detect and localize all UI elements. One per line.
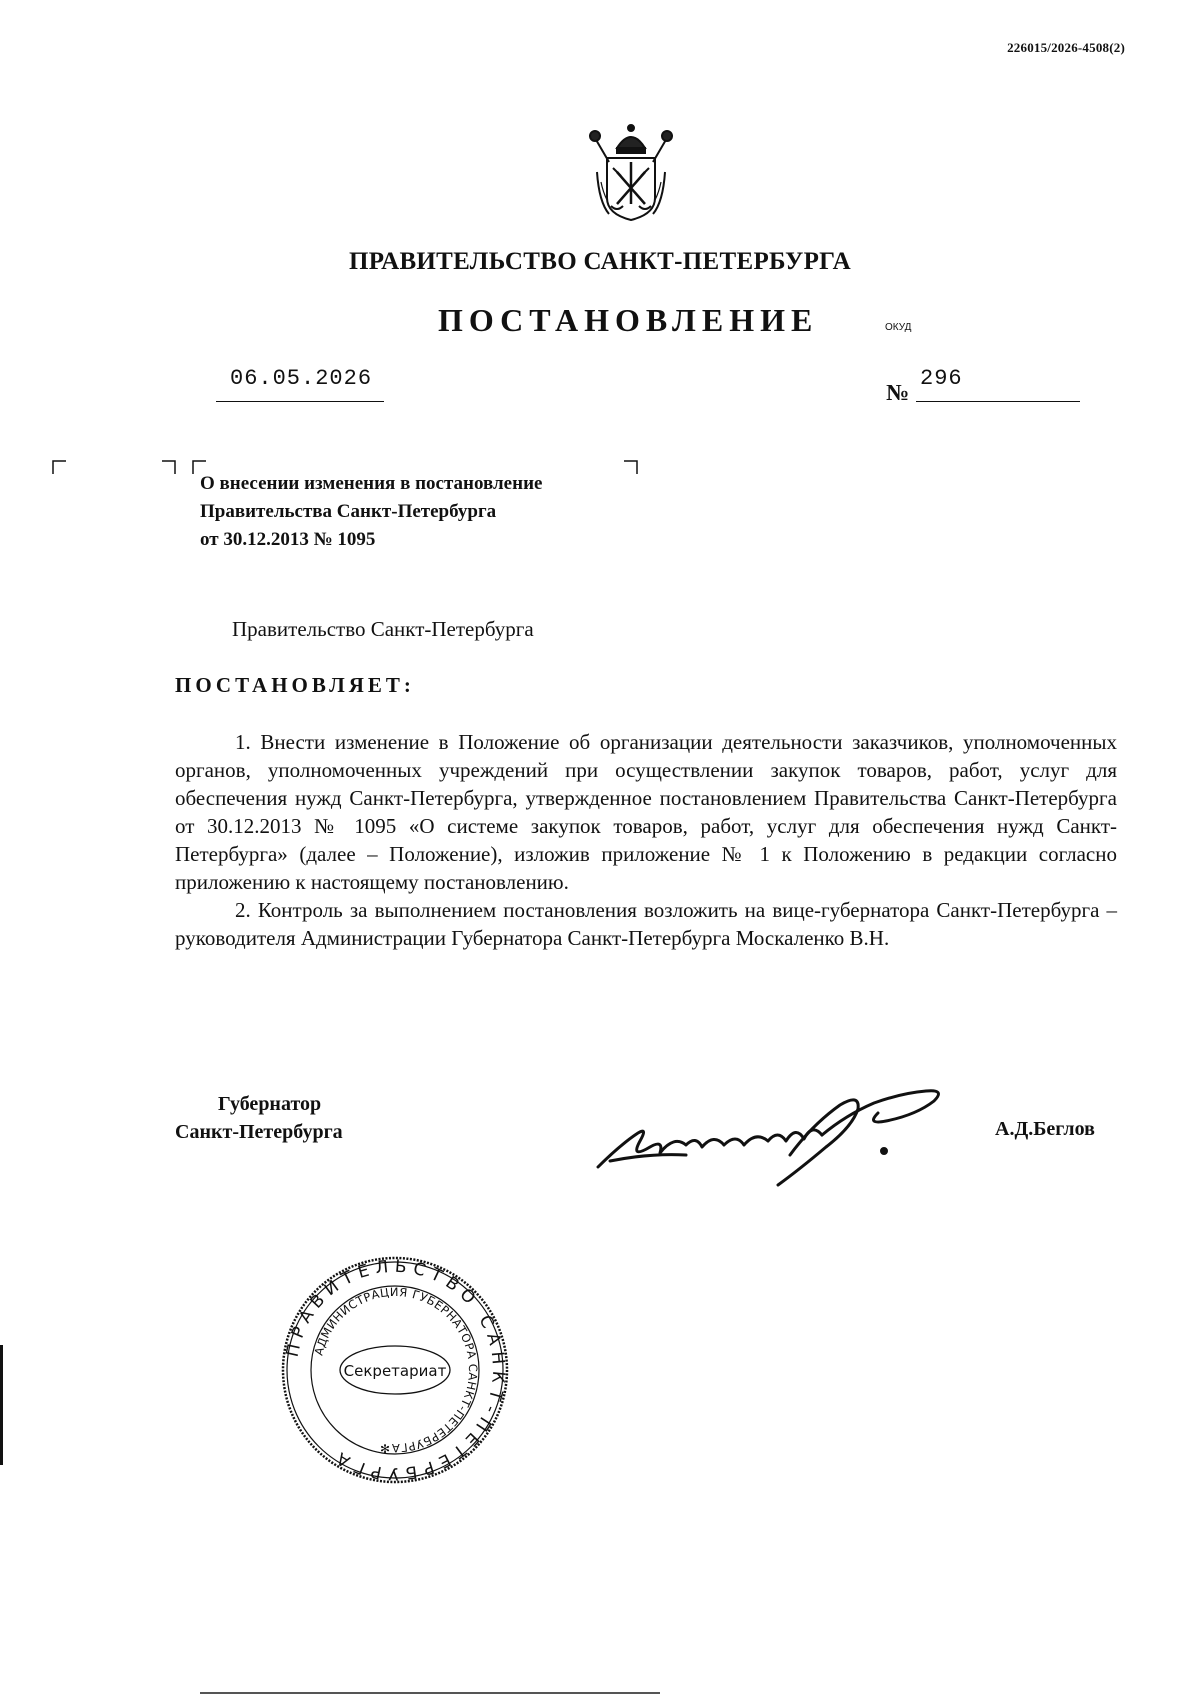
signatory-title-line: Санкт-Петербурга	[175, 1121, 343, 1143]
bottom-rule	[200, 1692, 660, 1694]
okud-label: ОКУД	[885, 322, 912, 333]
st-petersburg-coat-of-arms-icon	[587, 122, 675, 224]
document-number: 296	[920, 366, 963, 391]
document-date: 06.05.2026	[230, 366, 373, 391]
resolution-paragraph: 1. Внести изменение в Положение об организации деятельности заказчиков, уполномоченных органов, уполномоченных учреждений при осуществлении закупок товаров, работ, услуг для обеспечения нужд Санкт-Петербурга, утвержденное постановлением Правительства Санкт-Петербурга от 30.12.2013 № 1095 «О системе закупок товаров, работ, услуг для обеспечения нужд Санкт-Петербурга» (далее – Положение), изложив приложение № 1 к Положению в редакции согласно приложению к настоящему постановлению.	[175, 730, 1117, 894]
corner-bracket-top-right	[162, 460, 176, 474]
resolution-paragraph: 2. Контроль за выполнением постановления возложить на вице-губернатора Санкт-Петербурга – руководителя Администрации Губернатора Санкт-Петербурга Москаленко В.Н.	[175, 898, 1117, 950]
stamp-outer-text: ПРАВИТЕЛЬСТВО САНКТ-ПЕТЕРБУРГА	[282, 1256, 509, 1484]
issuing-organization: ПРАВИТЕЛЬСТВО САНКТ-ПЕТЕРБУРГА	[348, 248, 852, 275]
signatory-title	[175, 1090, 343, 1146]
stamp-star-icon: ✻	[380, 1442, 391, 1456]
subject-line: Правительства Санкт-Петербурга	[200, 501, 497, 522]
subject-line: О внесении изменения в постановление	[200, 473, 543, 494]
document-type: ПОСТАНОВЛЕНИЕ	[438, 302, 819, 338]
number-sign: №	[886, 380, 910, 405]
corner-bracket-top-right	[624, 460, 638, 474]
stamp-center-text: Секретариат	[343, 1362, 447, 1380]
signatory-title-line: Губернатор	[218, 1093, 322, 1115]
preamble: Правительство Санкт-Петербурга	[232, 617, 534, 641]
date-underline	[216, 401, 384, 402]
resolves-heading: ПОСТАНОВЛЯЕТ:	[175, 673, 415, 697]
subject-line: от 30.12.2013 № 1095	[200, 529, 376, 550]
scan-edge-mark	[0, 1345, 3, 1465]
document-reference-number: 226015/2026-4508(2)	[1007, 40, 1125, 55]
handwritten-signature	[590, 1075, 960, 1190]
corner-bracket-top-left	[52, 460, 66, 474]
signatory-name: А.Д.Беглов	[995, 1118, 1095, 1140]
number-underline	[916, 401, 1080, 402]
document-subject	[200, 470, 542, 554]
official-seal-stamp	[280, 1255, 510, 1485]
stamp-inner-text: АДМИНИСТРАЦИЯ ГУБЕРНАТОРА САНКТ-ПЕТЕРБУРГА	[311, 1284, 481, 1456]
resolution-body	[175, 728, 1117, 952]
